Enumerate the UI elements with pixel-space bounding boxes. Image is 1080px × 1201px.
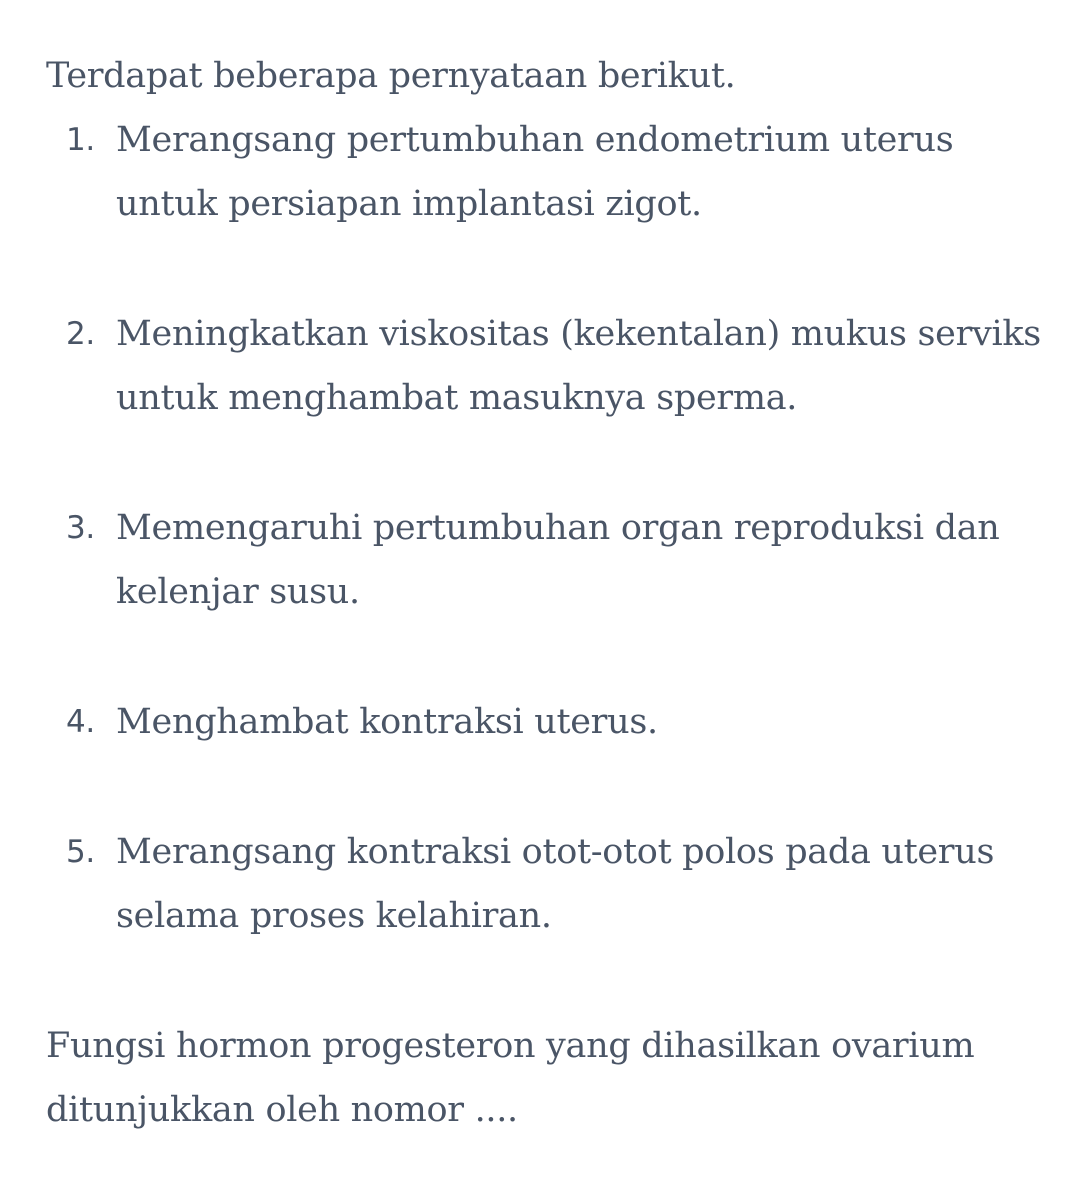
item-number: 2. bbox=[66, 316, 95, 352]
question-text: Fungsi hormon progesteron yang dihasilkan ovarium ditunjukkan oleh nomor .... bbox=[46, 1026, 975, 1130]
item-text: Meningkatkan viskositas (kekentalan) mukus serviks untuk menghambat masuknya sperma. bbox=[116, 314, 1041, 418]
list-item bbox=[46, 690, 1046, 754]
item-number: 5. bbox=[66, 834, 95, 870]
list-item bbox=[46, 108, 1046, 236]
question-content bbox=[46, 44, 1046, 1142]
item-text: Merangsang pertumbuhan endometrium uterus untuk persiapan implantasi zigot. bbox=[116, 120, 954, 224]
statement-list bbox=[46, 108, 1046, 948]
item-number: 1. bbox=[66, 122, 95, 158]
item-number: 3. bbox=[66, 510, 95, 546]
item-text: Merangsang kontraksi otot-otot polos pada uterus selama proses kelahiran. bbox=[116, 832, 995, 936]
item-text: Menghambat kontraksi uterus. bbox=[116, 702, 658, 742]
intro-text: Terdapat beberapa pernyataan berikut. bbox=[46, 56, 736, 96]
list-item bbox=[46, 496, 1046, 624]
item-text: Memengaruhi pertumbuhan organ reproduksi dan kelenjar susu. bbox=[116, 508, 1000, 612]
list-item bbox=[46, 820, 1046, 948]
item-number: 4. bbox=[66, 704, 95, 740]
list-item bbox=[46, 302, 1046, 430]
